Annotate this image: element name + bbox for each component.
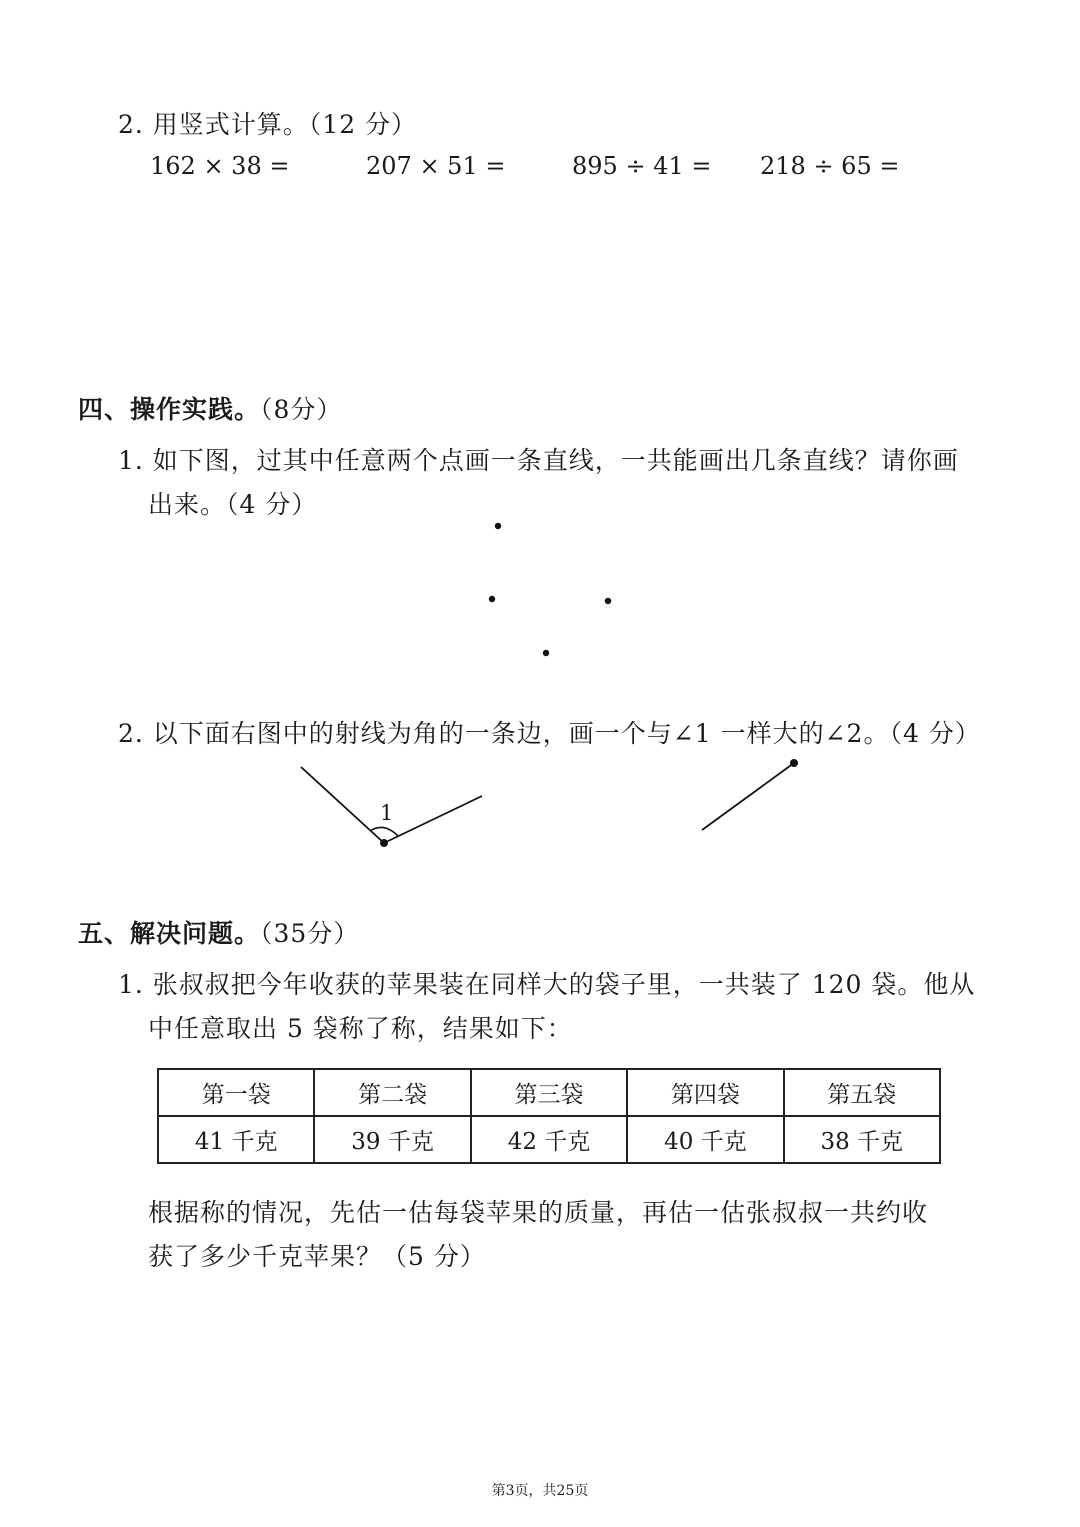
page-number: 第3页，共25页	[491, 1483, 589, 1499]
weight-table	[157, 1068, 941, 1164]
angle-ray	[301, 767, 384, 843]
table-header-cell: 第二袋	[314, 1069, 470, 1116]
calc-problem-3: 895 ÷ 41 =	[572, 152, 712, 180]
question-text: 2. 以下面右图中的射线为角的一条边，画一个与∠1 一样大的∠2。（4 分）	[118, 719, 981, 748]
table-header-cell: 第四袋	[627, 1069, 783, 1116]
question-title: 2. 用竖式计算。（12 分）	[118, 110, 418, 139]
angle-label: 1	[380, 801, 394, 825]
question-text: 1. 张叔叔把今年收获的苹果装在同样大的袋子里，一共装了 120 袋。他从	[118, 970, 976, 999]
table-cell: 38 千克	[784, 1116, 940, 1163]
table-row	[158, 1069, 940, 1116]
calc-problem-1: 162 × 38 =	[150, 152, 290, 180]
table-header-cell: 第五袋	[784, 1069, 940, 1116]
ray-endpoint	[790, 759, 798, 767]
given-ray	[702, 763, 794, 830]
table-header-cell: 第三袋	[471, 1069, 627, 1116]
section-points: （35分）	[260, 919, 360, 948]
table-cell: 40 千克	[627, 1116, 783, 1163]
calc-problem-4: 218 ÷ 65 =	[760, 152, 900, 180]
table-cell: 39 千克	[314, 1116, 470, 1163]
section-points: （8分）	[260, 395, 343, 424]
angle-vertex	[380, 839, 388, 847]
angle-ray	[384, 796, 482, 843]
section-title: 五、解决问题。	[78, 919, 261, 948]
section-title: 四、操作实践。	[78, 395, 261, 424]
table-cell: 42 千克	[471, 1116, 627, 1163]
section-heading	[78, 914, 359, 950]
table-cell: 41 千克	[158, 1116, 314, 1163]
question-text: 1. 如下图，过其中任意两个点画一条直线，一共能画出几条直线？请你画	[118, 446, 959, 475]
table-row	[158, 1116, 940, 1163]
calc-problem-2: 207 × 51 =	[366, 152, 506, 180]
question-text: 中任意取出 5 袋称了称，结果如下：	[148, 1014, 573, 1043]
question-text: 出来。（4 分）	[148, 490, 318, 519]
question-text: 获了多少千克苹果？（5 分）	[148, 1242, 486, 1271]
question-text: 根据称的情况，先估一估每袋苹果的质量，再估一估张叔叔一共约收	[148, 1198, 929, 1227]
table-header-cell: 第一袋	[158, 1069, 314, 1116]
